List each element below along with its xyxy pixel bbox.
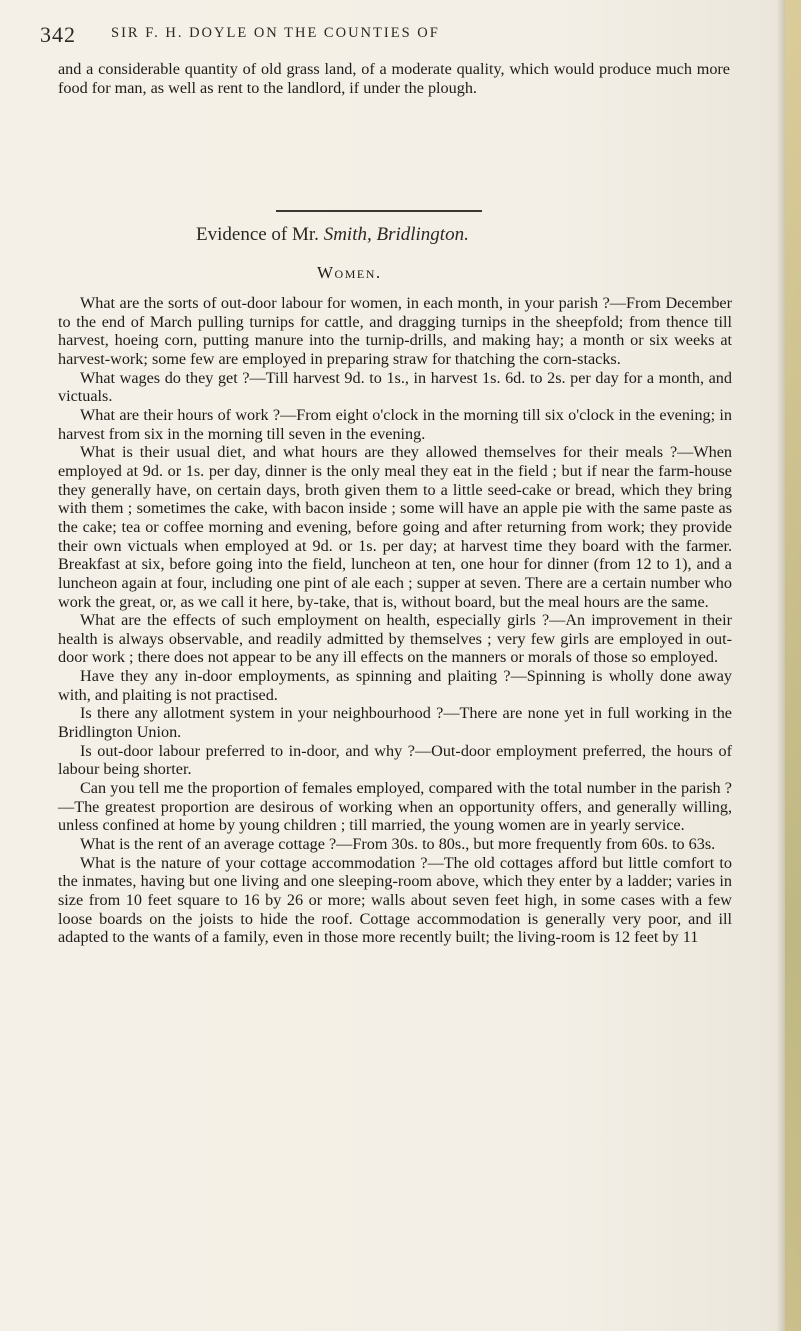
page-number: 342 <box>40 22 76 47</box>
testimony-body <box>58 294 732 947</box>
qa-paragraph: Can you tell me the proportion of females employed, compared with the total number in the parish ?—The greatest proportion are desirous of working when an opportunity offers, and generally willing, unless confined at home by young children ; till married, the young women are in yearly service. <box>58 779 732 835</box>
qa-paragraph: What are their hours of work ?—From eight o'clock in the morning till six o'clock in the evening; in harvest from six in the morning till seven in the evening. <box>58 405 732 443</box>
qa-paragraph: What wages do they get ?—Till harvest 9d. to 1s., in harvest 1s. 6d. to 2s. per day for a month, and victuals. <box>58 368 732 406</box>
running-head: SIR F. H. DOYLE ON THE COUNTIES OF <box>111 25 440 41</box>
qa-paragraph: Have they any in-door employments, as spinning and plaiting ?—Spinning is wholly done away with, and plaiting is not practised. <box>58 667 732 704</box>
qa-paragraph: What is their usual diet, and what hours are they allowed themselves for their meals ?—When employed at 9d. or 1s. per day, dinner is the only meal they eat in the field ; but if near the farm-house they generally have, on certain days, broth given them to a little seed-cake or bread, which they bring with them ; sometimes the cake, with bacon inside ; some will have an apple pie with the same paste as the cake; tea or coffee morning and evening, before going and after returning from work; they provide their own victuals when employed at 9d. or 1s. per day; at harvest time they board with the farmer. Breakfast at six, before going into the field, luncheon at ten, one hour for dinner (from 12 to 1), and a luncheon again at four, including one pint of ale each ; supper at seven. There are a certain number who work the great, or, as we call it here, by-take, that is, without board, but the meal hours are the same. <box>58 443 732 611</box>
qa-paragraph: Is out-door labour preferred to in-door, and why ?—Out-door employment preferred, the hours of labour being shorter. <box>58 741 732 779</box>
evidence-heading <box>196 224 469 246</box>
section-divider <box>276 210 482 212</box>
page-header <box>40 22 730 52</box>
qa-paragraph: Is there any allotment system in your neighbourhood ?—There are none yet in full working in the Bridlington Union. <box>58 704 732 742</box>
intro-paragraph: and a considerable quantity of old grass land, of a moderate quality, which would produce much more food for man, as well as rent to the landlord, if under the plough. <box>58 60 730 97</box>
page-gutter-shadow <box>777 0 785 1331</box>
evidence-prefix: Evidence of Mr. <box>196 224 324 245</box>
adjacent-page-edge <box>785 0 801 1331</box>
qa-paragraph: What is the nature of your cottage accommodation ?—The old cottages afford but little comfort to the inmates, having but one living and one sleeping-room above, which they enter by a ladder; varies in size from 10 feet square to 16 by 26 or more; walls about seven feet high, in some cases with a few loose boards on the joists to hide the roof. Cottage accommodation is generally very poor, and ill adapted to the wants of a family, even in those more recently built; the living-room is 12 feet by 11 <box>58 853 732 947</box>
qa-paragraph: What are the sorts of out-door labour for women, in each month, in your parish ?—From December to the end of March pulling turnips for cattle, and dragging turnips in the sheepfold; from thence till harvest, hoeing corn, putting manure into the turnip-drills, and making hay; a month or six weeks at harvest-work; some few are employed in preparing straw for thatching the corn-stacks. <box>58 294 732 368</box>
section-heading-women: Women. <box>317 263 382 282</box>
qa-paragraph: What are the effects of such employment on health, especially girls ?—An improvement in their health is always observable, and readily admitted by themselves ; very few girls are employed in out-door work ; there does not appear to be any ill effects on the manners or morals of those so employed. <box>58 611 732 667</box>
qa-paragraph: What is the rent of an average cottage ?—From 30s. to 80s., but more frequently from 60s. to 63s. <box>80 835 716 854</box>
witness-name: Smith, Bridlington. <box>323 224 469 245</box>
